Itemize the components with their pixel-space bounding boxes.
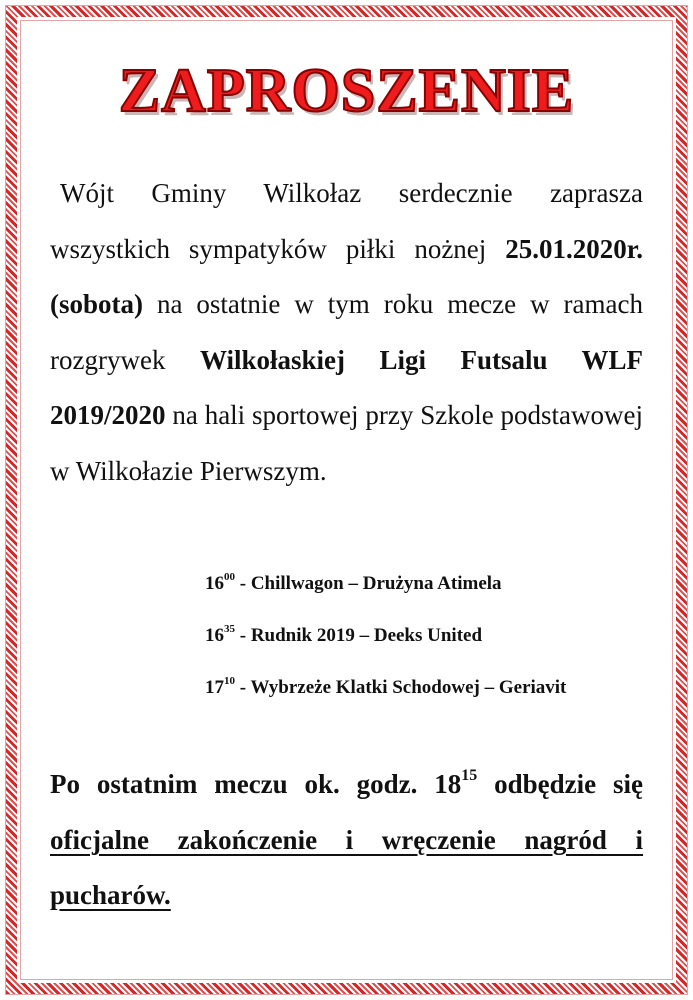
match-hour: 17 [205,677,224,698]
match-teams: - Wybrzeże Klatki Schodowej – Geriavit [235,677,567,698]
match-row [205,572,502,596]
invitation-paragraph [50,166,643,499]
league-name: Wilkołaskiej Ligi Futsalu WLF 2019/2020 [50,344,643,430]
match-hour: 16 [205,625,224,646]
intro-text-3: na hali sportowej przy Szkole podstawowej w Wilkołazie Pierwszym. [50,400,643,486]
match-teams: - Rudnik 2019 – Deeks United [235,625,483,646]
match-hour: 16 [205,573,224,594]
closing-text-2: odbędzie się [477,769,643,799]
match-row [205,624,482,648]
match-teams: - Chillwagon – Drużyna Atimela [235,573,502,594]
event-date: 25.01.2020r. (sobota) [50,233,643,319]
match-row [205,676,566,700]
intro-text-2: na ostatnie w tym roku mecze w ramach rozgrywek [50,289,643,375]
match-minute: 35 [224,622,235,635]
match-minute: 10 [224,674,235,687]
match-minute: 00 [224,570,235,583]
closing-text-1: Po ostatnim meczu ok. godz. [50,769,435,799]
intro-text-1: Wójt Gminy Wilkołaz serdecznie zaprasza wszystkich sympatyków piłki nożnej [50,178,643,264]
ceremony-announcement: oficjalne zakończenie i wręczenie nagród i pucharów. [50,824,643,910]
page-title: ZAPROSZENIE [118,57,575,125]
closing-hour: 18 [434,769,462,799]
closing-minute: 15 [461,767,478,784]
closing-paragraph [50,757,643,924]
